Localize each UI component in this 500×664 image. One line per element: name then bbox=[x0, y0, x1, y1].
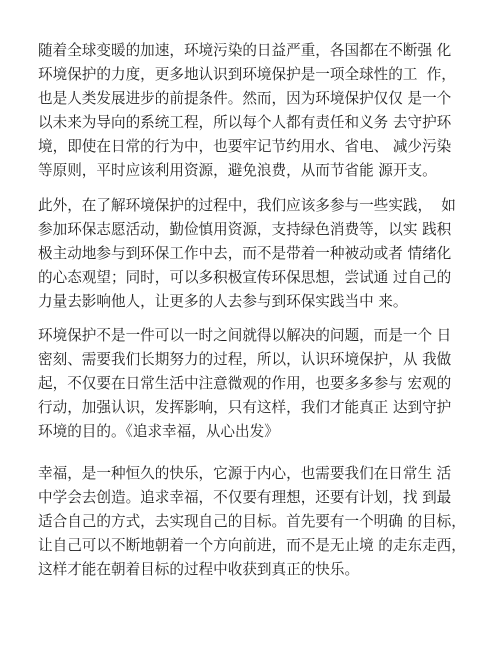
text-line: 参加环保志愿活动，勤俭慎用资源，支持绿色消费等，以实 践积 bbox=[38, 221, 452, 238]
paragraph-happiness bbox=[38, 462, 470, 582]
text-line: 境，即使在日常的行为中，也要牢记节约用水、省电、 减少污染 bbox=[38, 138, 452, 155]
text-line: 随着全球变暖的加速，环境污染的日益严重，各国都在不断强 化 bbox=[38, 42, 452, 59]
text-line: 的心态观望；同时，可以多积极宣传环保思想，尝试通 过自己的 bbox=[38, 269, 452, 286]
text-line: 环境保护的力度，更多地认识到环境保护是一项全球性的工 作， bbox=[38, 66, 456, 83]
text-line: 密刻、需要我们长期努力的过程，所以，认识环境保护，从 我做 bbox=[38, 351, 452, 368]
paragraph-environment-practice bbox=[38, 194, 470, 314]
text-line: 起，不仅要在日常生活中注意微观的作用，也要多多参与 宏观的 bbox=[38, 375, 452, 392]
text-line: 极主动地参与到环保工作中去，而不是带着一种被动或者 情绪化 bbox=[38, 245, 452, 262]
text-line: 以未来为导向的系统工程，所以每个人都有责任和义务 去守护环 bbox=[38, 114, 452, 131]
text-line: 环境的目的。《追求幸福，从心出发》 bbox=[38, 423, 279, 440]
text-line: 也是人类发展进步的前提条件。然而，因为环境保护仅仅 是一个 bbox=[38, 90, 452, 107]
text-line: 中学会去创造。追求幸福，不仅要有理想，还要有计划，找 到最 bbox=[38, 489, 452, 506]
text-line: 行动，加强认识，发挥影响，只有这样，我们才能真正 达到守护 bbox=[38, 399, 452, 416]
text-line: 等原则，平时应该利用资源，避免浪费，从而节省能 源开支。 bbox=[38, 162, 437, 179]
text-line: 力量去影响他人，让更多的人去参与到环保实践当中 来。 bbox=[38, 293, 408, 310]
text-line: 这样才能在朝着目标的过程中收获到真正的快乐。 bbox=[38, 561, 360, 578]
text-line: 此外，在了解环境保护的过程中，我们应该多参与一些实践， 如 bbox=[38, 197, 456, 214]
text-line: 幸福，是一种恒久的快乐，它源于内心，也需要我们在日常生 活 bbox=[38, 465, 452, 482]
text-line: 适合自己的方式，去实现自己的目标。首先要有一个明确 的目标， bbox=[38, 513, 466, 530]
text-line: 环境保护不是一件可以一时之间就得以解决的问题，而是一个 日 bbox=[38, 327, 452, 344]
paragraph-environment-intro bbox=[38, 39, 470, 183]
paragraph-environment-longterm bbox=[38, 324, 470, 444]
text-line: 让自己可以不断地朝着一个方向前进，而不是无止境 的走东走西， bbox=[38, 537, 466, 554]
